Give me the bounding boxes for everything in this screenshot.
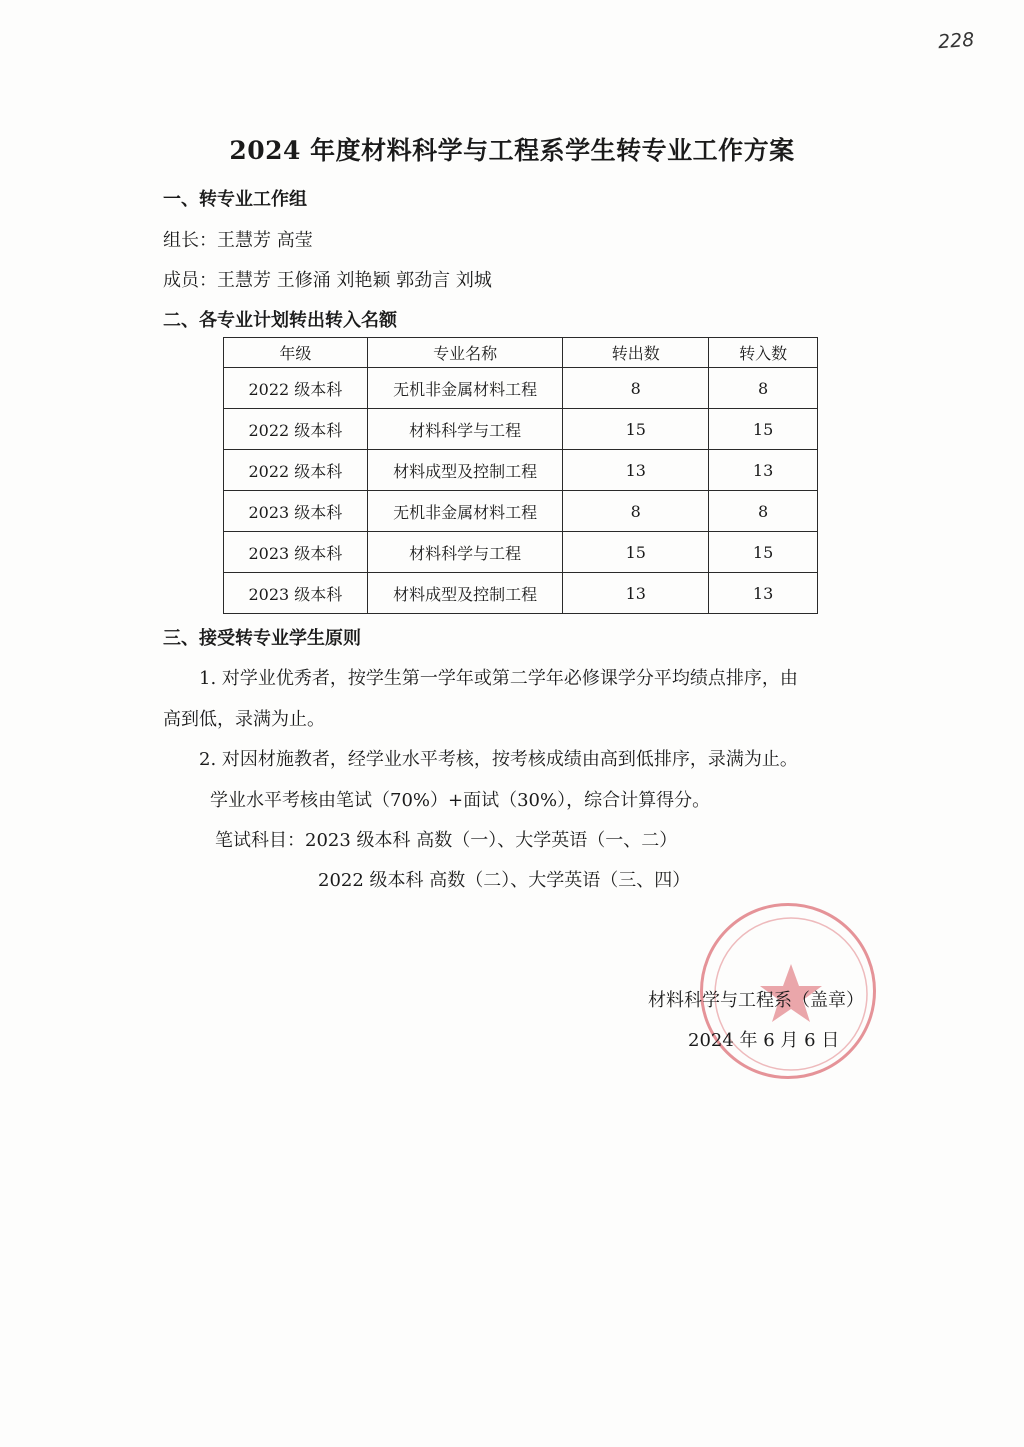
table-cell: 13 — [709, 573, 818, 614]
exam-subjects-2022: 2022 级本科 高数（二）、大学英语（三、四） — [318, 870, 691, 891]
table-cell: 8 — [709, 368, 818, 409]
handwritten-page-number: 228 — [937, 28, 975, 54]
table-cell: 15 — [563, 409, 709, 450]
table-row — [224, 368, 818, 409]
table-cell: 13 — [563, 450, 709, 491]
table-cell: 8 — [709, 491, 818, 532]
table-cell: 2023 级本科 — [224, 532, 368, 573]
table-row — [224, 573, 818, 614]
assessment-weighting: 学业水平考核由笔试（70%）+面试（30%），综合计算得分。 — [210, 790, 711, 811]
table-cell: 无机非金属材料工程 — [367, 368, 563, 409]
table-cell: 13 — [563, 573, 709, 614]
section1-heading: 一、转专业工作组 — [163, 189, 307, 210]
column-header: 转入数 — [709, 338, 818, 368]
exam-subjects-2023: 笔试科目：2023 级本科 高数（一）、大学英语（一、二） — [215, 830, 678, 851]
column-header: 专业名称 — [367, 338, 563, 368]
principle-2: 2. 对因材施教者，经学业水平考核，按考核成绩由高到低排序，录满为止。 — [199, 749, 798, 770]
table-cell: 2023 级本科 — [224, 573, 368, 614]
leader-line: 组长：王慧芳 高莹 — [163, 230, 313, 251]
table-cell: 15 — [563, 532, 709, 573]
table-cell: 8 — [563, 491, 709, 532]
table-header-row — [224, 338, 818, 368]
issue-date: 2024 年 6 月 6 日 — [688, 1030, 840, 1051]
table-cell: 材料成型及控制工程 — [367, 573, 563, 614]
table-row — [224, 450, 818, 491]
table-cell: 2022 级本科 — [224, 368, 368, 409]
table-cell: 2022 级本科 — [224, 450, 368, 491]
table-cell: 材料成型及控制工程 — [367, 450, 563, 491]
table-cell: 15 — [709, 409, 818, 450]
principle-1-line1: 1. 对学业优秀者，按学生第一学年或第二学年必修课学分平均绩点排序，由 — [199, 668, 798, 689]
quota-table — [223, 337, 818, 614]
table-cell: 13 — [709, 450, 818, 491]
table-cell: 8 — [563, 368, 709, 409]
section3-heading: 三、接受转专业学生原则 — [163, 628, 361, 649]
table-row — [224, 409, 818, 450]
table-cell: 材料科学与工程 — [367, 532, 563, 573]
column-header: 转出数 — [563, 338, 709, 368]
document-title: 2024 年度材料科学与工程系学生转专业工作方案 — [229, 136, 795, 165]
table-row — [224, 532, 818, 573]
table-cell: 15 — [709, 532, 818, 573]
issuing-department: 材料科学与工程系（盖章） — [648, 990, 864, 1011]
principle-1-line2: 高到低，录满为止。 — [163, 709, 325, 730]
table-cell: 材料科学与工程 — [367, 409, 563, 450]
members-line: 成员：王慧芳 王修涌 刘艳颖 郭劲言 刘城 — [163, 270, 492, 291]
section2-heading: 二、各专业计划转出转入名额 — [163, 310, 397, 331]
table-row — [224, 491, 818, 532]
table-cell: 无机非金属材料工程 — [367, 491, 563, 532]
table-cell: 2022 级本科 — [224, 409, 368, 450]
column-header: 年级 — [224, 338, 368, 368]
table-cell: 2023 级本科 — [224, 491, 368, 532]
